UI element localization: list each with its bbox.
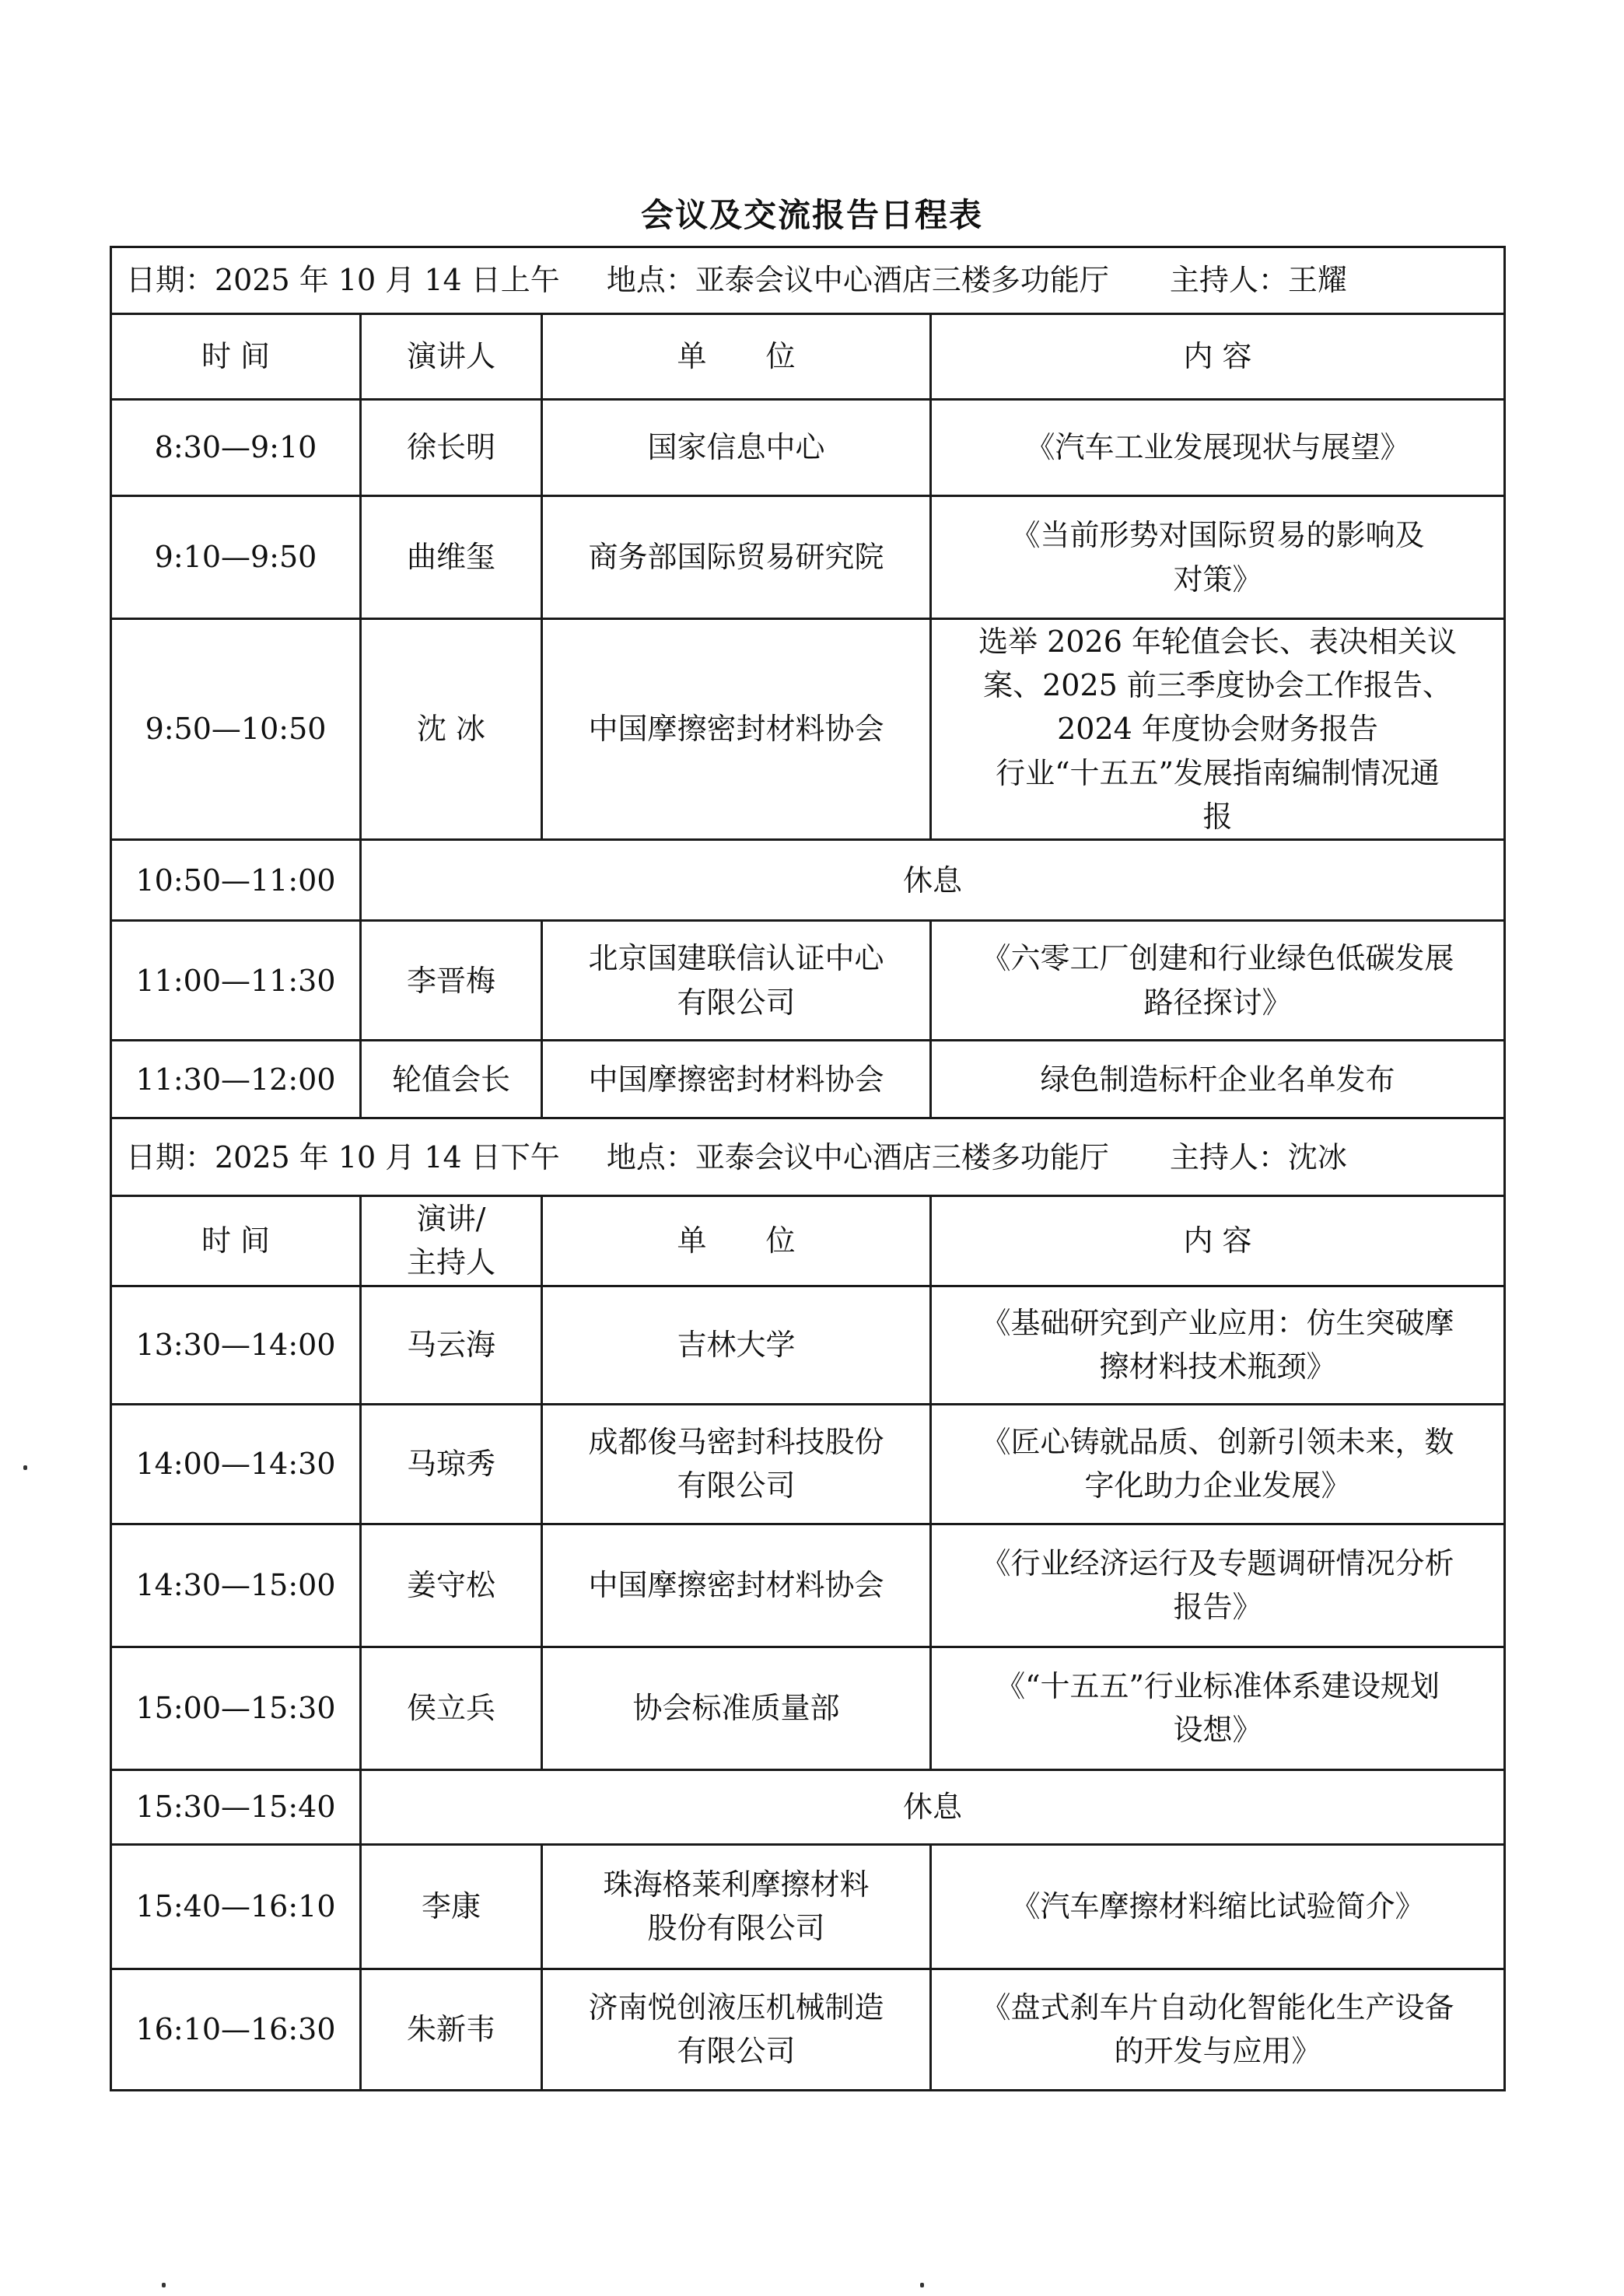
content-cell [931,921,1505,1041]
content-cell [931,496,1505,619]
unit-cell-line: 济南悦创液压机械制造 [588,1990,884,2025]
unit-cell: 协会标准质量部 [542,1647,931,1769]
unit-cell [542,921,931,1041]
content-cell [931,1286,1505,1404]
break-cell: 休息 [361,1769,1505,1844]
time-cell: 16:10—16:30 [111,1969,361,2090]
time-cell: 11:00—11:30 [111,921,361,1041]
speaker-cell: 曲维玺 [361,496,542,619]
time-cell: 15:40—16:10 [111,1844,361,1969]
unit-cell: 商务部国际贸易研究院 [542,496,931,619]
unit-cell [542,1844,931,1969]
unit-cell-line: 股份有限公司 [647,1911,825,1946]
content-cell: 《汽车工业发展现状与展望》 [931,400,1505,496]
scan-speck [162,2283,166,2287]
unit-cell: 中国摩擦密封材料协会 [542,1041,931,1118]
content-cell-line: 报 [1202,799,1233,834]
unit-cell: 吉林大学 [542,1286,931,1404]
content-cell-line: 《当前形势对国际贸易的影响及 [1010,518,1425,553]
unit-cell-line: 有限公司 [677,1468,796,1503]
time-cell: 11:30—12:00 [111,1041,361,1118]
session-venue: 地点：亚泰会议中心酒店三楼多功能厅 [606,263,1109,298]
content-cell-line: 报告》 [1173,1590,1262,1625]
unit-cell: 中国摩擦密封材料协会 [542,1524,931,1647]
content-cell [931,1969,1505,2090]
unit-cell-line: 成都俊马密封科技股份 [588,1424,884,1459]
session-info [111,247,1505,314]
header-speaker: 演讲人 [361,314,542,400]
session-info [111,1118,1505,1196]
session-host: 主持人：沈冰 [1169,1139,1347,1174]
time-cell: 15:00—15:30 [111,1647,361,1769]
header-time: 时 间 [111,1196,361,1286]
scan-speck [920,2283,924,2287]
header-unit: 单 位 [542,314,931,400]
content-cell-line: 擦材料技术瓶颈》 [1099,1349,1336,1384]
speaker-cell: 马琼秀 [361,1404,542,1524]
session-date: 日期：2025 年 10 月 14 日下午 [126,1139,560,1174]
time-cell: 9:10—9:50 [111,496,361,619]
header-content: 内 容 [931,314,1505,400]
speaker-cell: 李晋梅 [361,921,542,1041]
unit-cell-line: 北京国建联信认证中心 [588,941,884,976]
content-cell [931,619,1505,840]
time-cell: 13:30—14:00 [111,1286,361,1404]
table-row [111,1647,1505,1769]
content-cell-line: 《行业经济运行及专题调研情况分析 [981,1545,1454,1580]
table-row [111,400,1505,496]
table-header-row [111,314,1505,400]
table-row [111,1041,1505,1118]
time-cell: 9:50—10:50 [111,619,361,840]
unit-cell-line: 有限公司 [677,985,796,1020]
speaker-cell: 朱新韦 [361,1969,542,2090]
content-cell-line: 行业“十五五”发展指南编制情况通 [996,755,1440,790]
time-cell: 15:30—15:40 [111,1769,361,1844]
speaker-cell: 沈 冰 [361,619,542,840]
header-content: 内 容 [931,1196,1505,1286]
header-unit: 单 位 [542,1196,931,1286]
unit-cell: 中国摩擦密封材料协会 [542,619,931,840]
table-row [111,1524,1505,1647]
session-host: 主持人：王耀 [1169,263,1347,298]
session-info-row [111,1118,1505,1196]
content-cell-line: 字化助力企业发展》 [1084,1468,1351,1503]
table-row [111,1844,1505,1969]
table-row [111,1969,1505,2090]
unit-cell-line: 珠海格莱利摩擦材料 [603,1867,870,1902]
content-cell [931,1647,1505,1769]
content-cell-line: 选举 2026 年轮值会长、表决相关议 [978,625,1457,659]
speaker-cell: 徐长明 [361,400,542,496]
schedule-table [110,246,1506,2091]
scan-speck [23,1465,27,1470]
table-row [111,921,1505,1041]
time-cell: 8:30—9:10 [111,400,361,496]
unit-cell [542,1969,931,2090]
unit-cell-line: 有限公司 [677,2034,796,2069]
content-cell-line: 《六零工厂创建和行业绿色低碳发展 [981,941,1454,976]
table-row [111,496,1505,619]
content-cell-line: 的开发与应用》 [1114,2034,1321,2069]
time-cell: 14:30—15:00 [111,1524,361,1647]
content-cell-line: 对策》 [1173,562,1262,597]
time-cell: 14:00—14:30 [111,1404,361,1524]
content-cell-line: 《匠心铸就品质、创新引领未来，数 [981,1424,1454,1459]
content-cell-line: 《“十五五”行业标准体系建设规划 [996,1668,1440,1703]
content-cell-line: 《基础研究到产业应用：仿生突破摩 [981,1305,1454,1340]
content-cell-line: 案、2025 前三季度协会工作报告、 [983,668,1452,703]
unit-cell [542,1404,931,1524]
break-row [111,1769,1505,1844]
session-date: 日期：2025 年 10 月 14 日上午 [126,263,560,298]
content-cell [931,1404,1505,1524]
speaker-cell: 李康 [361,1844,542,1969]
table-header-row [111,1196,1505,1286]
content-cell-line: 《盘式刹车片自动化智能化生产设备 [981,1990,1454,2025]
document-title: 会议及交流报告日程表 [640,196,983,234]
content-cell-line: 路径探讨》 [1143,985,1292,1020]
content-cell [931,1524,1505,1647]
table-row [111,619,1505,840]
content-cell: 绿色制造标杆企业名单发布 [931,1041,1505,1118]
session-info-row [111,247,1505,314]
header-time: 时 间 [111,314,361,400]
speaker-cell: 马云海 [361,1286,542,1404]
break-cell: 休息 [361,840,1505,921]
table-row [111,1286,1505,1404]
time-cell: 10:50—11:00 [111,840,361,921]
speaker-cell: 轮值会长 [361,1041,542,1118]
header-speaker [361,1196,542,1286]
break-row [111,840,1505,921]
unit-cell: 国家信息中心 [542,400,931,496]
content-cell-line: 2024 年度协会财务报告 [1057,712,1378,747]
speaker-cell: 姜守松 [361,1524,542,1647]
content-cell-line: 设想》 [1173,1713,1262,1748]
header-speaker-line: 演讲/ [416,1202,486,1237]
content-cell: 《汽车摩擦材料缩比试验简介》 [931,1844,1505,1969]
speaker-cell: 侯立兵 [361,1647,542,1769]
header-speaker-line: 主持人 [406,1245,495,1280]
table-row [111,1404,1505,1524]
session-venue: 地点：亚泰会议中心酒店三楼多功能厅 [606,1139,1109,1174]
